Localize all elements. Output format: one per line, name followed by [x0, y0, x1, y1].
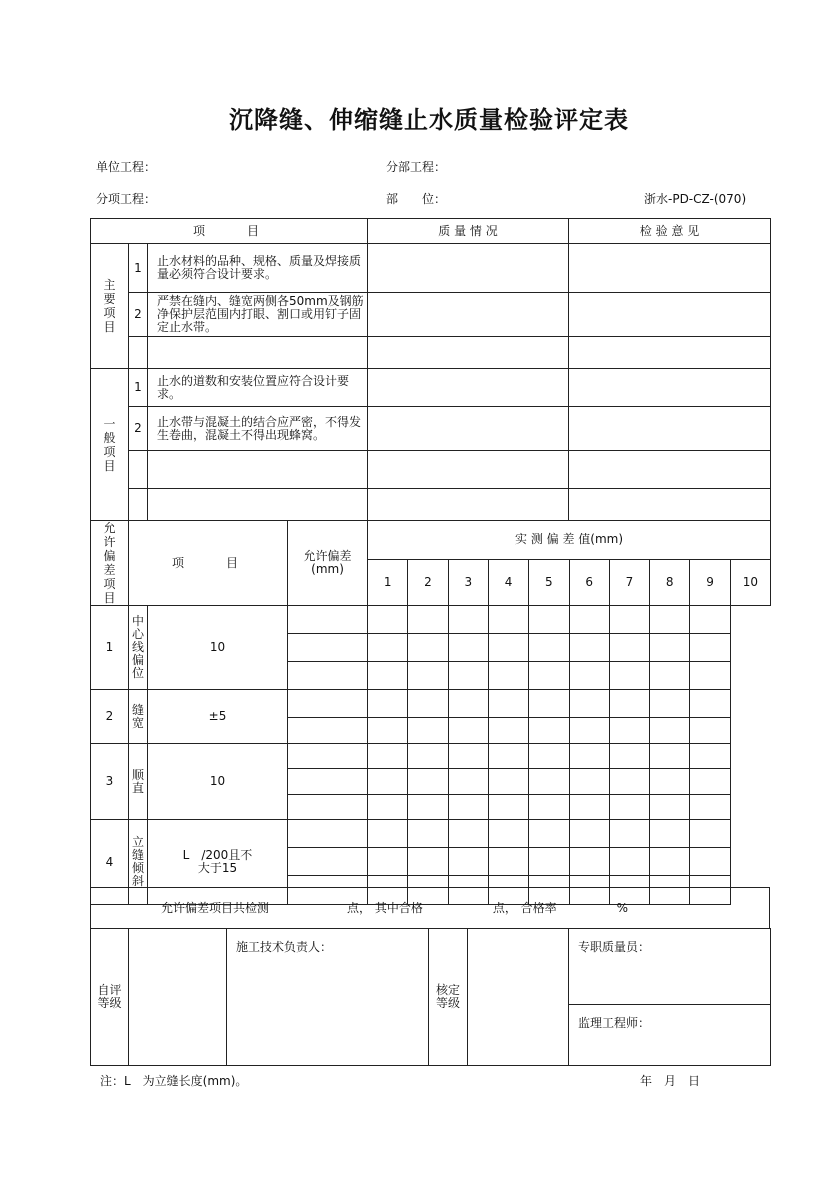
measure-cell[interactable] — [650, 718, 690, 744]
division-project-label: 分部工程： — [386, 160, 447, 174]
measure-col-header: 5 — [529, 559, 569, 605]
form-code: 浙水-PD-CZ-(070) — [644, 192, 747, 206]
measure-cell[interactable] — [609, 848, 649, 876]
tolerance-table — [90, 520, 771, 905]
row-number: 2 — [105, 709, 114, 723]
tol-item-name: 缝 宽 — [131, 702, 157, 730]
measure-cell[interactable] — [488, 662, 528, 690]
measure-cell[interactable] — [288, 795, 368, 820]
measure-cell[interactable] — [368, 795, 408, 820]
general-item-text: 止水的道数和安装位置应符合设计要求。 — [148, 369, 368, 407]
measure-cell[interactable] — [408, 769, 448, 795]
measure-cell[interactable] — [569, 820, 609, 848]
page-title: 沉降缝、伸缩缝止水质量检验评定表 — [229, 106, 629, 134]
measure-cell[interactable] — [690, 820, 730, 848]
measure-cell[interactable] — [569, 795, 609, 820]
measure-cell[interactable] — [448, 820, 488, 848]
measure-cell[interactable] — [408, 820, 448, 848]
quality-cell[interactable] — [368, 337, 569, 369]
summary-rate: 点， 合格率 — [492, 900, 557, 915]
measure-col-header: 1 — [368, 559, 408, 605]
measure-cell[interactable] — [408, 795, 448, 820]
measure-cell[interactable] — [690, 848, 730, 876]
measure-cell[interactable] — [408, 606, 448, 634]
header-item: 项 目 — [91, 219, 368, 244]
inspection-cell[interactable] — [569, 407, 771, 451]
tech-lead-label: 施工技术负责人： — [227, 929, 429, 1066]
measure-cell[interactable] — [408, 744, 448, 769]
tol-allow-value: ±5 — [208, 709, 227, 723]
measure-col-header: 8 — [650, 559, 690, 605]
measure-cell[interactable] — [650, 690, 690, 718]
measure-cell[interactable] — [690, 744, 730, 769]
measure-cell[interactable] — [488, 795, 528, 820]
measure-cell[interactable] — [529, 769, 569, 795]
verify-grade-cell[interactable] — [468, 929, 569, 1066]
measure-cell[interactable] — [529, 820, 569, 848]
summary-table — [90, 887, 770, 929]
row-number: 4 — [105, 854, 114, 869]
tol-item-name: 立缝倾斜 — [131, 835, 144, 888]
measure-cell[interactable] — [609, 795, 649, 820]
measure-cell[interactable] — [650, 795, 690, 820]
measure-cell[interactable] — [488, 634, 528, 662]
measure-cell[interactable] — [448, 606, 488, 634]
measure-cell[interactable] — [408, 634, 448, 662]
measure-cell[interactable] — [488, 769, 528, 795]
measure-cell[interactable] — [609, 690, 649, 718]
measure-row — [91, 820, 771, 848]
quality-cell[interactable] — [368, 407, 569, 451]
footnote: 注：L 为立缝长度(mm)。 — [100, 1074, 248, 1088]
tol-item-name: 中心线偏位 — [131, 614, 144, 680]
measure-cell[interactable] — [408, 662, 448, 690]
measure-cell[interactable] — [609, 769, 649, 795]
measure-cell[interactable] — [569, 718, 609, 744]
row-number: 2 — [129, 293, 148, 337]
main-item-text: 止水材料的品种、规格、质量及焊接质量必须符合设计要求。 — [148, 244, 368, 293]
measure-cell[interactable] — [448, 769, 488, 795]
measure-cell[interactable] — [448, 690, 488, 718]
measure-cell[interactable] — [609, 662, 649, 690]
measure-cell[interactable] — [288, 848, 368, 876]
general-items-label: 一般项目 — [103, 416, 116, 473]
quality-cell[interactable] — [368, 244, 569, 293]
measure-cell[interactable] — [650, 848, 690, 876]
measure-cell[interactable] — [488, 690, 528, 718]
measure-cell[interactable] — [609, 718, 649, 744]
measure-cell[interactable] — [690, 606, 730, 634]
quality-cell[interactable] — [368, 369, 569, 407]
measure-cell[interactable] — [368, 744, 408, 769]
measure-cell[interactable] — [569, 662, 609, 690]
quality-cell[interactable] — [368, 489, 569, 521]
measure-cell[interactable] — [650, 634, 690, 662]
inspection-cell[interactable] — [569, 451, 771, 489]
measure-cell[interactable] — [288, 718, 368, 744]
measure-cell[interactable] — [650, 820, 690, 848]
measure-cell[interactable] — [288, 662, 368, 690]
measure-cell[interactable] — [288, 606, 368, 634]
measure-cell[interactable] — [609, 606, 649, 634]
unit-project-label: 单位工程： — [96, 160, 157, 174]
main-items-label: 主要项目 — [103, 278, 116, 334]
location-label: 部 位： — [386, 192, 447, 206]
measure-cell[interactable] — [288, 744, 368, 769]
tol-header-allow: 允许偏差(mm) — [303, 549, 352, 576]
measure-cell[interactable] — [650, 606, 690, 634]
measure-cell[interactable] — [569, 690, 609, 718]
measure-col-header: 10 — [730, 559, 770, 605]
measure-cell[interactable] — [529, 690, 569, 718]
measure-cell[interactable] — [368, 769, 408, 795]
measure-cell[interactable] — [288, 690, 368, 718]
summary-percent: % — [616, 900, 629, 915]
inspection-cell[interactable] — [569, 369, 771, 407]
supervisor-label: 监理工程师： — [569, 1005, 771, 1066]
measure-cell[interactable] — [448, 634, 488, 662]
measure-cell[interactable] — [368, 662, 408, 690]
measure-cell[interactable] — [448, 848, 488, 876]
measure-cell[interactable] — [690, 769, 730, 795]
header-quality: 质 量 情 况 — [368, 219, 569, 244]
quality-cell[interactable] — [368, 293, 569, 337]
measure-row — [91, 690, 771, 718]
tol-header-item: 项 目 — [129, 521, 288, 606]
measure-cell[interactable] — [488, 718, 528, 744]
measure-cell[interactable] — [569, 606, 609, 634]
inspection-cell[interactable] — [569, 337, 771, 369]
row-number: 2 — [129, 407, 148, 451]
measure-cell[interactable] — [529, 606, 569, 634]
row-number: 1 — [129, 369, 148, 407]
tol-header-measured: 实 测 偏 差 值(mm) — [368, 521, 771, 560]
measure-cell[interactable] — [529, 795, 569, 820]
row-number: 3 — [105, 774, 114, 788]
measure-cell[interactable] — [488, 744, 528, 769]
measure-cell[interactable] — [368, 634, 408, 662]
measure-cell[interactable] — [288, 820, 368, 848]
measure-cell[interactable] — [368, 820, 408, 848]
general-item-text: 止水带与混凝土的结合应严密，不得发生卷曲，混凝土不得出现蜂窝。 — [148, 407, 368, 451]
measure-cell[interactable] — [288, 769, 368, 795]
measure-cell[interactable] — [488, 606, 528, 634]
measure-cell[interactable] — [609, 634, 649, 662]
self-grade-label: 自评等级 — [97, 983, 122, 1010]
measure-col-header: 2 — [408, 559, 448, 605]
measure-cell[interactable] — [488, 820, 528, 848]
tolerance-label: 允许偏差项目 — [103, 521, 116, 605]
tol-allow-value: 10 — [209, 774, 226, 788]
measure-cell[interactable] — [569, 769, 609, 795]
measure-cell[interactable] — [529, 634, 569, 662]
measure-row — [91, 606, 771, 634]
measure-cell[interactable] — [368, 718, 408, 744]
verify-grade-label: 核定等级 — [435, 983, 460, 1010]
quality-items-table — [90, 218, 771, 521]
measure-cell[interactable] — [529, 848, 569, 876]
measure-cell[interactable] — [529, 662, 569, 690]
measure-cell[interactable] — [529, 718, 569, 744]
measure-col-header: 6 — [569, 559, 609, 605]
measure-cell[interactable] — [690, 662, 730, 690]
measure-cell[interactable] — [569, 848, 609, 876]
measure-col-header: 7 — [609, 559, 649, 605]
measure-cell[interactable] — [529, 744, 569, 769]
measure-cell[interactable] — [690, 690, 730, 718]
sub-project-label: 分项工程： — [96, 192, 157, 206]
measure-cell[interactable] — [488, 848, 528, 876]
measure-cell[interactable] — [569, 634, 609, 662]
measure-cell[interactable] — [650, 744, 690, 769]
summary-pass: 点， 其中合格 — [347, 900, 423, 915]
row-number: 1 — [129, 244, 148, 293]
signature-table — [90, 928, 771, 1066]
measure-cell[interactable] — [288, 634, 368, 662]
summary-total: 允许偏差项目共检测 — [161, 900, 270, 915]
measure-cell[interactable] — [650, 769, 690, 795]
header-inspection: 检 验 意 见 — [569, 219, 771, 244]
measure-col-header: 3 — [448, 559, 488, 605]
tol-allow-value: L /200且不大于15 — [182, 848, 253, 875]
date-label: 年 月 日 — [640, 1074, 701, 1088]
measure-cell[interactable] — [609, 820, 649, 848]
measure-cell[interactable] — [368, 690, 408, 718]
inspection-cell[interactable] — [569, 244, 771, 293]
measure-cell[interactable] — [569, 744, 609, 769]
measure-col-header: 4 — [488, 559, 528, 605]
measure-cell[interactable] — [448, 744, 488, 769]
measure-cell[interactable] — [690, 718, 730, 744]
self-grade-cell[interactable] — [129, 929, 227, 1066]
quality-officer-label: 专职质量员： — [569, 929, 771, 1005]
tol-allow-value: 10 — [209, 640, 226, 654]
measure-cell[interactable] — [690, 634, 730, 662]
measure-cell[interactable] — [368, 606, 408, 634]
measure-cell[interactable] — [408, 848, 448, 876]
measure-cell[interactable] — [448, 662, 488, 690]
row-number: 1 — [105, 640, 114, 654]
measure-cell[interactable] — [448, 795, 488, 820]
measure-cell[interactable] — [448, 718, 488, 744]
measure-cell[interactable] — [690, 795, 730, 820]
measure-cell[interactable] — [368, 848, 408, 876]
measure-col-header: 9 — [690, 559, 730, 605]
quality-cell[interactable] — [368, 451, 569, 489]
tol-item-name: 顺 直 — [131, 767, 157, 795]
inspection-cell[interactable] — [569, 489, 771, 521]
main-item-text: 严禁在缝内、缝宽两侧各50mm及钢筋净保护层范围内打眼、割口或用钉子固定止水带。 — [148, 293, 368, 337]
measure-cell[interactable] — [609, 744, 649, 769]
measure-cell[interactable] — [408, 718, 448, 744]
inspection-cell[interactable] — [569, 293, 771, 337]
measure-row — [91, 744, 771, 769]
measure-cell[interactable] — [650, 662, 690, 690]
measure-cell[interactable] — [408, 690, 448, 718]
